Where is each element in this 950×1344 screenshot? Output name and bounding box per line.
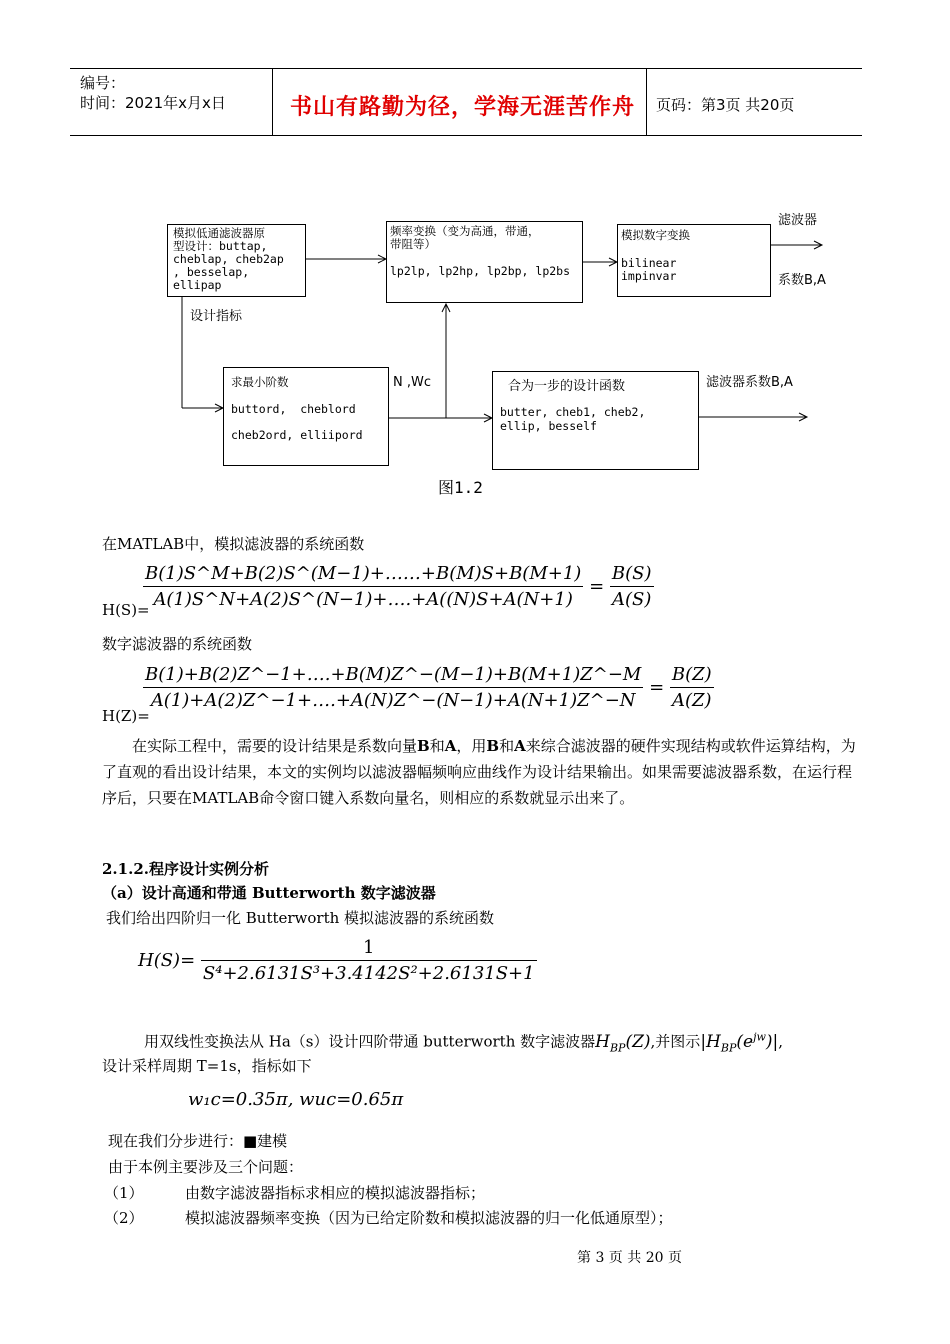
hz-label: H(Z)= bbox=[102, 707, 150, 725]
subsection-heading: （a）设计高通和带通 Butterworth 数字滤波器 bbox=[102, 884, 436, 902]
box3-line-1: bilinear bbox=[621, 256, 677, 270]
box2-line-1: 频率变换（变为高通，带通， bbox=[390, 224, 540, 238]
p3-c: 和 bbox=[429, 737, 445, 755]
p3-b: B bbox=[417, 737, 430, 755]
hbp-ejw-symbol: $|H_{BP}(e^{jw})|$ bbox=[700, 1030, 779, 1055]
p5-b: ,并图示 bbox=[650, 1032, 701, 1051]
header-time-label: 时间：2021年x月x日 bbox=[80, 94, 226, 112]
hbp-z-symbol: $H_{BP}(Z)$ bbox=[595, 1031, 651, 1055]
h-denominator: S⁴+2.6131S³+3.4142S²+2.6131S+1 bbox=[202, 963, 535, 984]
paragraph-bilinear: 用双线性变换法从 Ha（s）设计四阶带通 butterworth 数字滤波器$H_{BP}(Z)$,并图示$|H_{BP}(e^{jw})|$, bbox=[144, 1030, 784, 1055]
label-filter: 滤波器 bbox=[778, 213, 818, 228]
paragraph-engineering bbox=[102, 733, 864, 811]
header-number-label: 编号： bbox=[80, 74, 126, 92]
paragraph-steps: 现在我们分步进行：■建模 bbox=[108, 1132, 288, 1150]
box3-title: 模拟数字变换 bbox=[621, 228, 690, 242]
box5-title: 合为一步的设计函数 bbox=[508, 379, 626, 394]
box4-title: 求最小阶数 bbox=[231, 375, 289, 389]
p3-f: B bbox=[486, 737, 500, 755]
p3-h: A bbox=[514, 737, 526, 755]
hs-rhs-numerator: B(S) bbox=[610, 563, 654, 587]
hz-denominator: A(1)+A(2)Z^−1+….+A(N)Z^−(N−1)+A(N+1)Z^−N bbox=[150, 690, 636, 711]
p3-d: A bbox=[444, 737, 457, 755]
h-lhs: H(S)= bbox=[138, 950, 196, 971]
p3-i: 来综合滤波器的硬件实现结构或软件运算结构，为了直观的看出设计结果，本文的实例均以滤波器幅频响应曲线作为设计结果输出。如果需要滤波器系数，在运行程序后，只要在MATLAB命令窗口键入系数向量名，则相应的系数就显示出来了。 bbox=[102, 737, 856, 807]
box5-line-1: butter, cheb1, cheb2, bbox=[500, 405, 646, 419]
hz-formula: $\frac{B(1)+B(2)Z\^{}-1+\dots.+B(M)Z\^{}-(M-1)+B(M+1)Z\^{}-M}{A(1)+A(2)Z\^{}-1+\dots.+A(N)Z\^{}-(N-1)+A(N+1)Z\^{}-N}$ = $\frac{B(Z)}{A(Z)}$ bbox=[145, 664, 712, 711]
spec-formula: w₁c=0.35π, wuc=0.65π bbox=[188, 1089, 404, 1110]
box4-line-2: cheb2ord, elliipord bbox=[231, 428, 363, 442]
paragraph-three-problems: 由于本例主要涉及三个问题： bbox=[108, 1158, 304, 1176]
box2-funcs: lp2lp, lp2hp, lp2bp, lp2bs bbox=[390, 264, 571, 278]
box1-line-5: ellipap bbox=[173, 278, 222, 292]
hs-label: H(S)= bbox=[102, 601, 150, 619]
list-item-number-1: （1） bbox=[104, 1184, 144, 1202]
box3-line-2: impinvar bbox=[621, 269, 677, 283]
box2-line-2: 带阻等） bbox=[390, 237, 436, 251]
p3-e: ，用 bbox=[456, 737, 487, 755]
label-design-spec: 设计指标 bbox=[190, 309, 243, 324]
h-numerator: 1 bbox=[201, 937, 537, 961]
box4-line-1: buttord, cheblord bbox=[231, 402, 356, 416]
footer-page-number: 第 3 页 共 20 页 bbox=[577, 1250, 682, 1266]
list-item-1: 由数字滤波器指标求相应的模拟滤波器指标； bbox=[185, 1184, 486, 1202]
figure-caption: 图1.2 bbox=[438, 478, 483, 497]
header-motto: 书山有路勤为径，学海无涯苦作舟 bbox=[290, 95, 636, 120]
hz-numerator: B(1)+B(2)Z^−1+….+B(M)Z^−(M−1)+B(M+1)Z^−M bbox=[143, 664, 643, 688]
paragraph-sampling: 设计采样周期 T=1s，指标如下 bbox=[102, 1057, 312, 1075]
hs-rhs-denominator: A(S) bbox=[612, 589, 652, 610]
hs-numerator: B(1)S^M+B(2)S^(M−1)+……+B(M)S+B(M+1) bbox=[143, 563, 583, 587]
box1-line-4: , besselap, bbox=[173, 265, 250, 279]
label-coef: 系数B,A bbox=[778, 273, 826, 288]
box5-line-2: ellip, besself bbox=[500, 419, 597, 433]
p5-a: 用双线性变换法从 Ha（s）设计四阶带通 butterworth 数字滤波器 bbox=[144, 1032, 596, 1051]
paragraph-butterworth: 我们给出四阶归一化 Butterworth 模拟滤波器的系统函数 bbox=[106, 909, 495, 927]
label-n-wc: N ,Wc bbox=[393, 375, 431, 390]
paragraph-matlab-analog: 在MATLAB中，模拟滤波器的系统函数 bbox=[102, 535, 365, 553]
hs-formula: $\frac{B(1)S\^{}M+B(2)S\^{}(M-1)+\dots\dots+B(M)S+B(M+1)}{A(1)S\^{}N+A(2)S\^{}(N-1)+\dots.+A((N)S+A(N+1)}$ = $\frac{B(S)}{A(S)}$ bbox=[145, 563, 652, 610]
paragraph-digital: 数字滤波器的系统函数 bbox=[102, 635, 253, 653]
label-filter-coef: 滤波器系数B,A bbox=[706, 375, 793, 390]
hz-rhs-numerator: B(Z) bbox=[670, 664, 714, 688]
h-formula bbox=[138, 937, 537, 984]
box1-line-1: 模拟低通滤波器原 bbox=[173, 226, 265, 240]
hs-denominator: A(1)S^N+A(2)S^(N−1)+….+A((N)S+A(N+1) bbox=[153, 589, 573, 610]
hz-rhs-denominator: A(Z) bbox=[672, 690, 712, 711]
header-page-label: 页码：第3页 共20页 bbox=[656, 96, 795, 114]
list-item-number-2: （2） bbox=[104, 1209, 144, 1227]
box1-line-2: 型设计：buttap, bbox=[173, 239, 268, 253]
p3-a: 在实际工程中，需要的设计结果是系数向量 bbox=[132, 737, 418, 755]
box1-line-3: cheblap, cheb2ap bbox=[173, 252, 284, 266]
p3-g: 和 bbox=[499, 737, 515, 755]
list-item-2: 模拟滤波器频率变换（因为已给定阶数和模拟滤波器的归一化低通原型）； bbox=[185, 1209, 673, 1227]
section-heading: 2.1.2.程序设计实例分析 bbox=[102, 860, 269, 878]
